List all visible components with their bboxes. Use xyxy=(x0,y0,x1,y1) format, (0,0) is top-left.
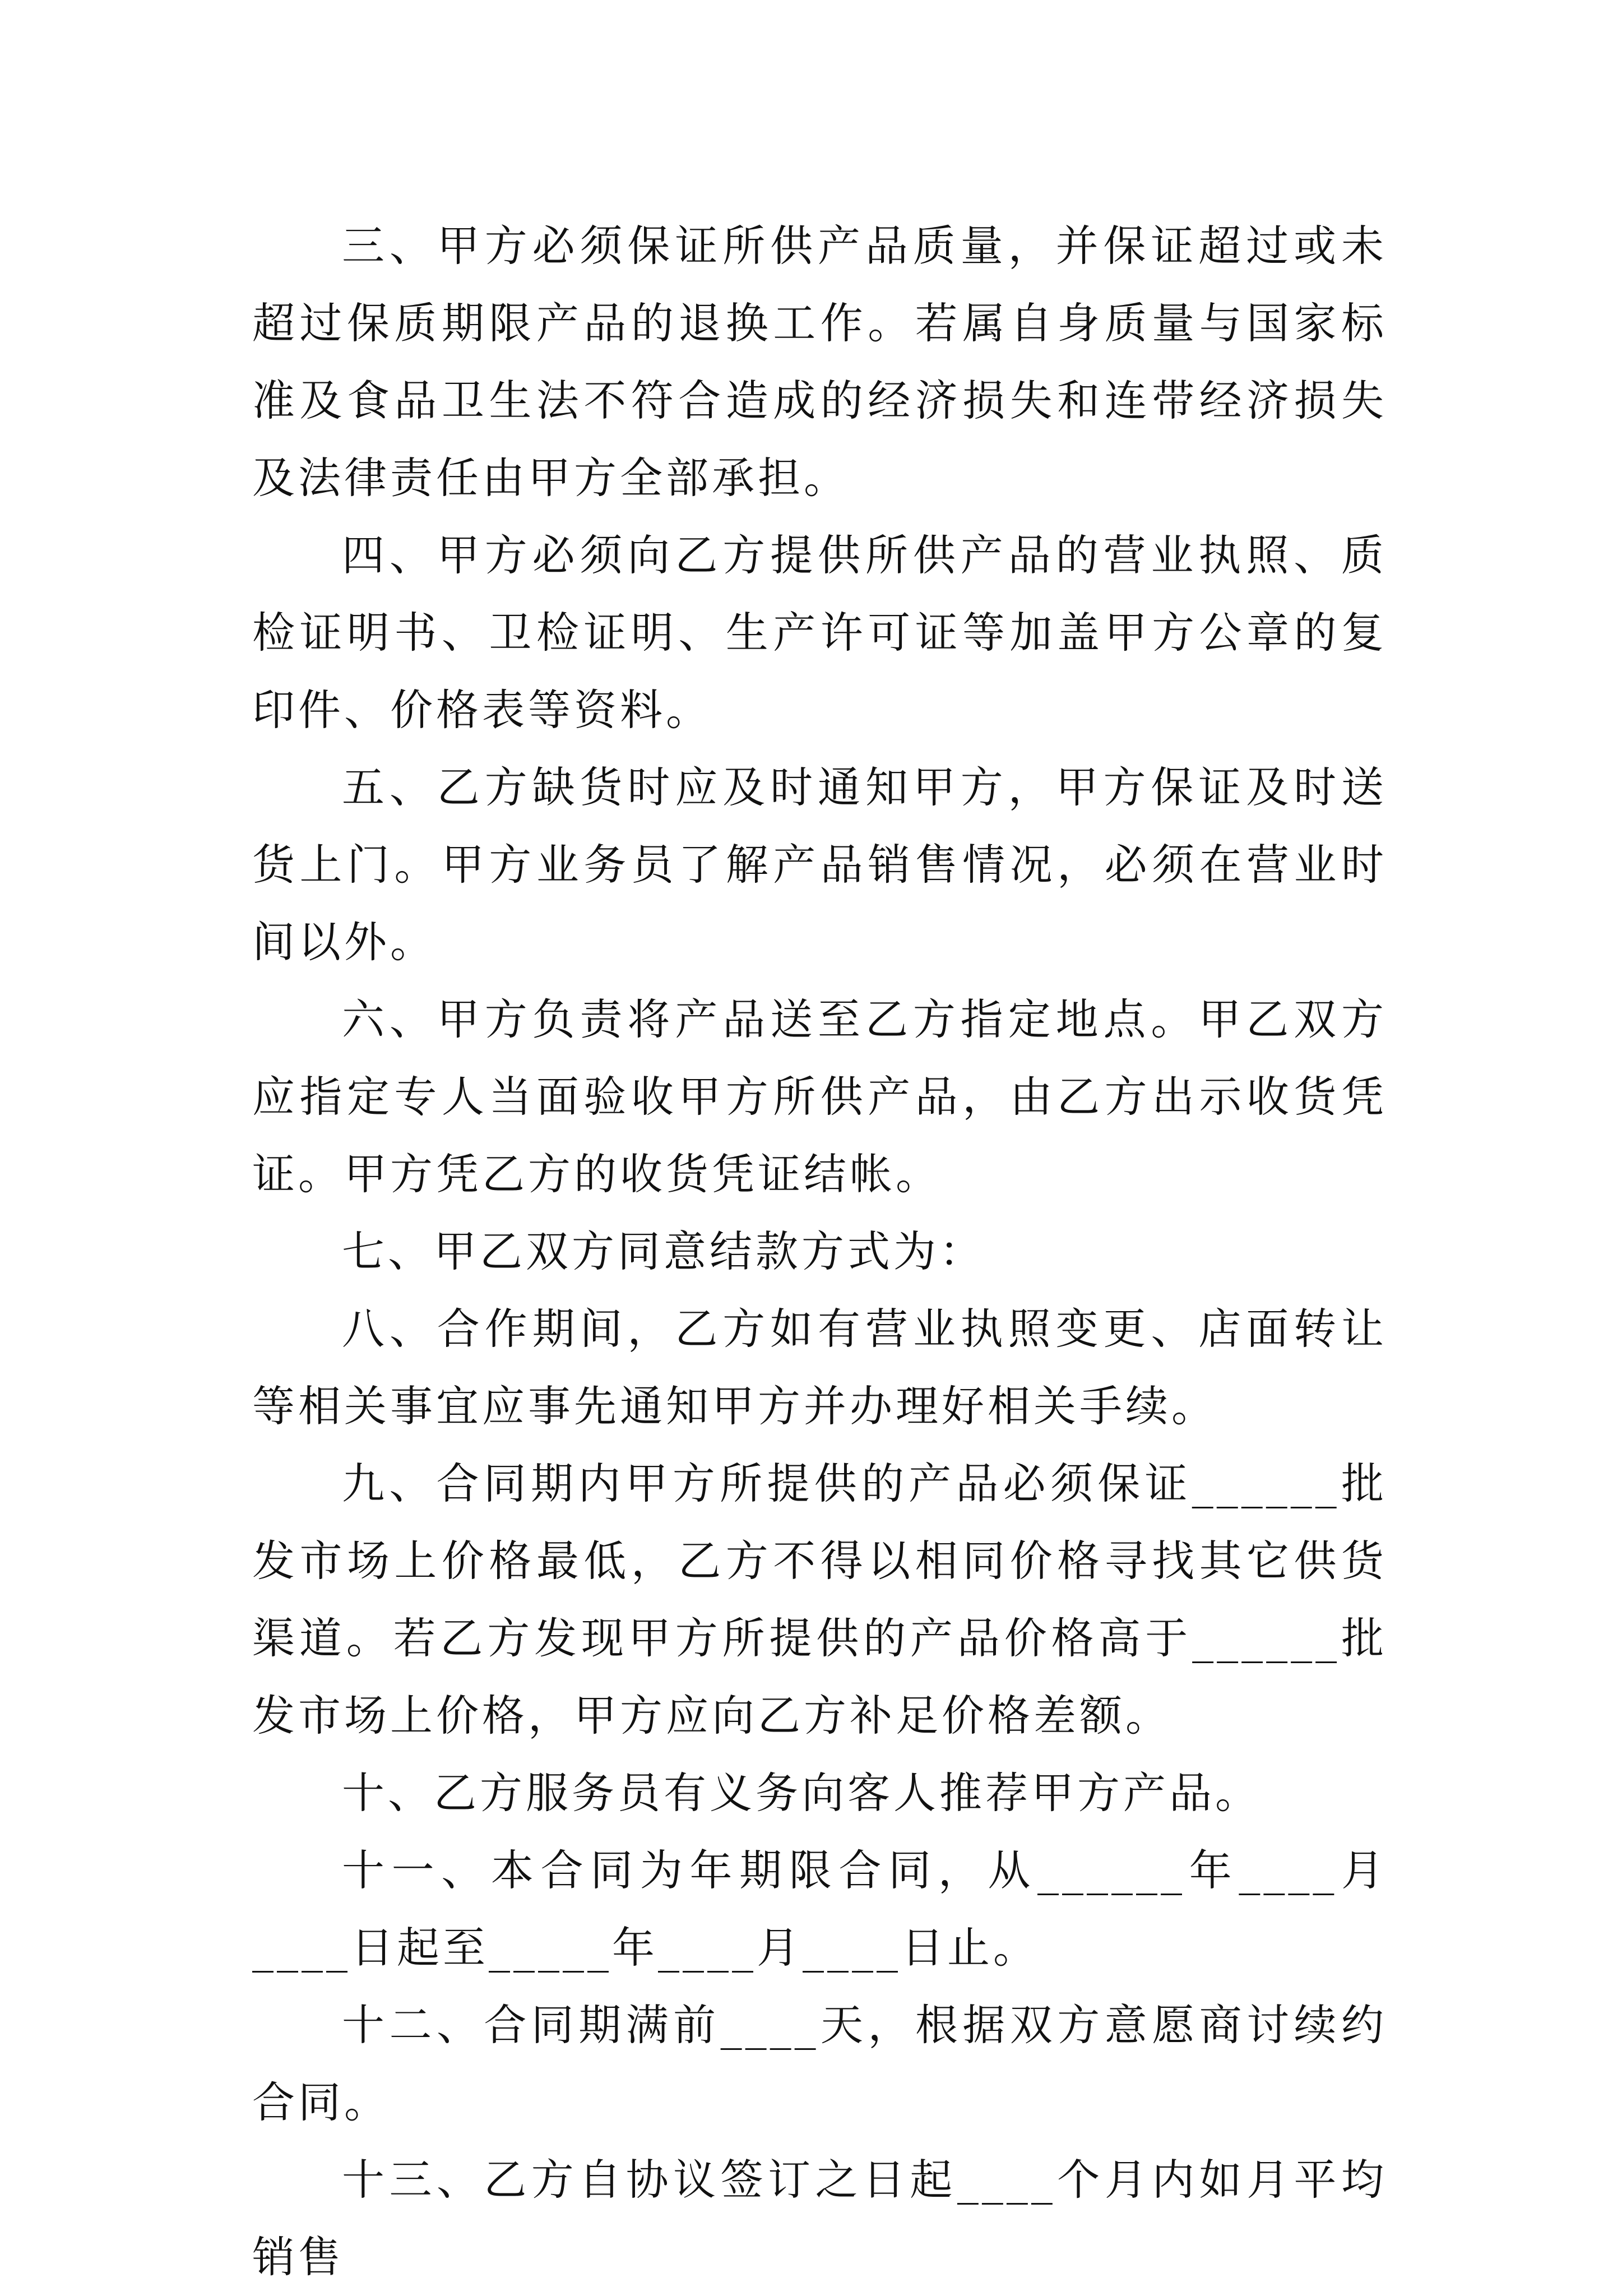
clause-3: 三、甲方必须保证所供产品质量，并保证超过或未超过保质期限产品的退换工作。若属自身质量与国家标准及食品卫生法不符合造成的经济损失和连带经济损失及法律责任由甲方全部承担。 xyxy=(252,221,1387,503)
clause-7: 七、甲乙双方同意结款方式为： xyxy=(342,1226,985,1276)
clause-8: 八、合作期间，乙方如有营业执照变更、店面转让等相关事宜应事先通知甲方并办理好相关手续。 xyxy=(252,1304,1387,1431)
clause-6: 六、甲方负责将产品送至乙方指定地点。甲乙双方应指定专人当面验收甲方所供产品，由乙方出示收货凭证。甲方凭乙方的收货凭证结帐。 xyxy=(252,994,1387,1199)
clause-10: 十、乙方服务员有义务向客人推荐甲方产品。 xyxy=(342,1768,1261,1818)
clause-4: 四、甲方必须向乙方提供所供产品的营业执照、质检证明书、卫检证明、生产许可证等加盖甲方公章的复印件、价格表等资料。 xyxy=(252,530,1387,735)
document-body xyxy=(252,207,1387,2296)
clause-13: 十三、乙方自协议签订之日起____个月内如月平均销售 xyxy=(252,2155,1387,2282)
clause-12: 十二、合同期满前____天，根据双方意愿商讨续约合同。 xyxy=(252,2000,1387,2127)
clause-9: 九、合同期内甲方所提供的产品必须保证______批发市场上价格最低，乙方不得以相同价格寻找其它供货渠道。若乙方发现甲方所提供的产品价格高于______批发市场上价格，甲方应向乙方补足价格差额。 xyxy=(252,1459,1387,1740)
clause-5: 五、乙方缺货时应及时通知甲方，甲方保证及时送货上门。甲方业务员了解产品销售情况，必须在营业时间以外。 xyxy=(252,762,1387,967)
clause-11: 十一、本合同为年期限合同，从______年____月____日起至_____年____月____日止。 xyxy=(252,1845,1387,1973)
